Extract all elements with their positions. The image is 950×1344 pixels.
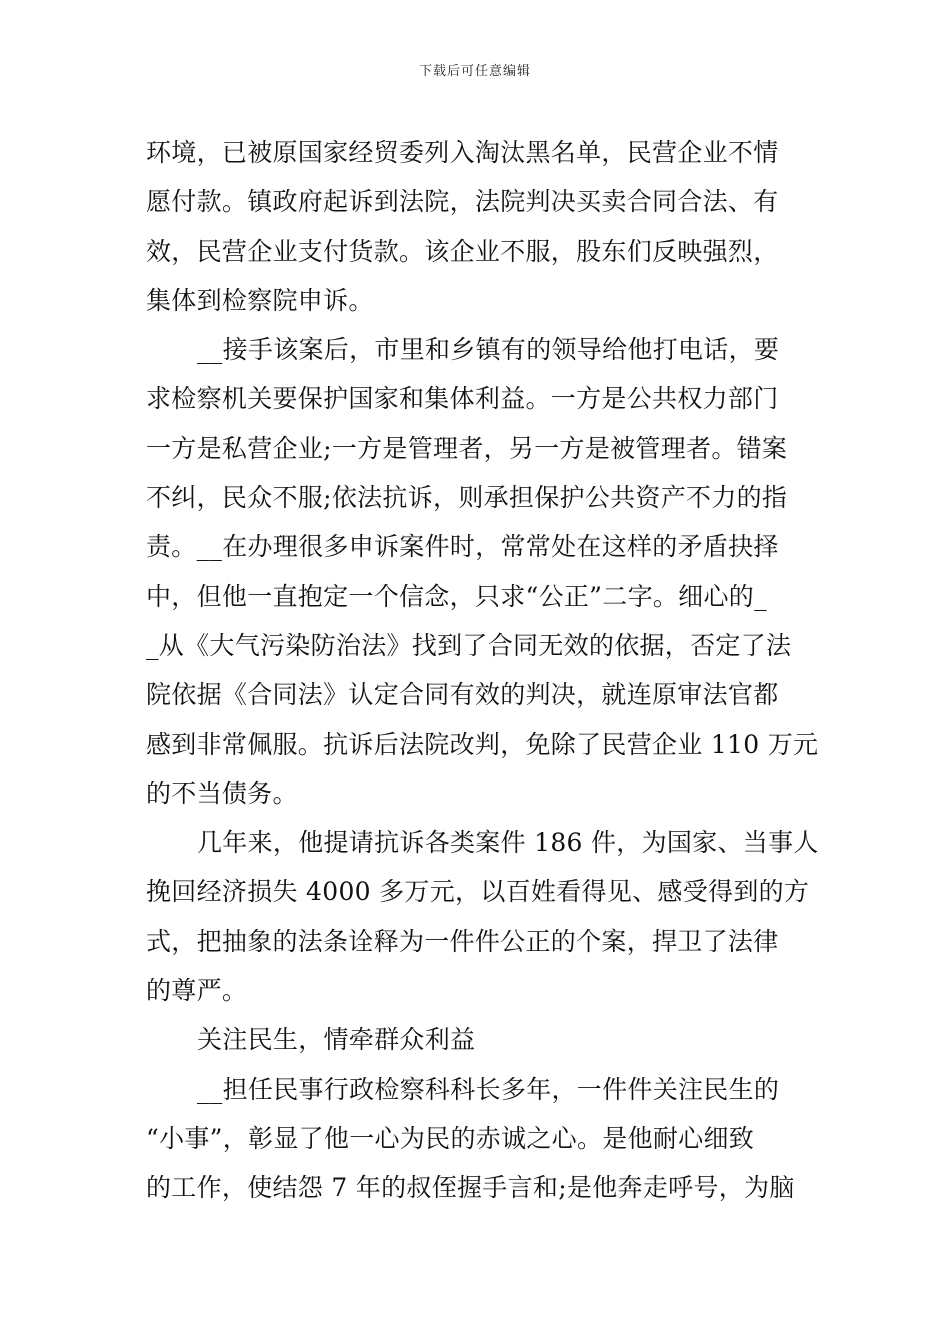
text-line: 式，把抽象的法条诠释为一件件公正的个案，捍卫了法律 [146,926,779,956]
body-text [146,128,819,1213]
page-header: 下载后可任意编辑 [418,64,531,79]
text-line: 的工作，使结怨 7 年的叔侄握手言和;是他奔走呼号，为脑 [146,1173,795,1203]
text-line: 感到非常佩服。抗诉后法院改判，免除了民营企业 110 万元 [146,729,819,759]
paragraph-start-line: 几年来，他提请抗诉各类案件 186 件，为国家、当事人 [197,828,819,858]
paragraph-start-line: __接手该案后，市里和乡镇有的领导给他打电话，要 [197,335,780,365]
text-line: 不纠，民众不服;依法抗诉，则承担保护公共资产不力的指 [146,483,788,513]
text-line: 责。__在办理很多申诉案件时，常常处在这样的矛盾抉择 [146,532,779,562]
text-line: 一方是私营企业;一方是管理者，另一方是被管理者。错案 [146,433,788,463]
text-line: 的尊严。 [146,976,248,1006]
text-line: 愿付款。镇政府起诉到法院，法院判决买卖合同合法、有 [146,187,779,217]
text-line: 挽回经济损失 4000 多万元，以百姓看得见、感受得到的方 [146,877,810,907]
text-line: 的不当债务。 [146,778,298,808]
text-line: 院依据《合同法》认定合同有效的判决，就连原审法官都 [146,680,779,710]
text-line: 环境，已被原国家经贸委列入淘汰黑名单，民营企业不情 [146,138,779,167]
section-heading: 关注民生，情牵群众利益 [197,1025,476,1055]
text-line: 效，民营企业支付货款。该企业不服，股东们反映强烈， [146,236,779,266]
text-line: 中，但他一直抱定一个信念，只求“公正”二字。细心的_ [146,581,767,611]
text-line: 集体到检察院申诉。 [146,285,374,315]
text-line: 求检察机关要保护国家和集体利益。一方是公共权力部门 [146,384,779,414]
paragraph-start-line: __担任民事行政检察科科长多年，一件件关注民生的 [197,1074,780,1104]
text-line: “小事”，彰显了他一心为民的赤诚之心。是他耐心细致 [146,1123,755,1153]
text-line: _从《大气污染防治法》找到了合同无效的依据，否定了法 [146,630,792,660]
